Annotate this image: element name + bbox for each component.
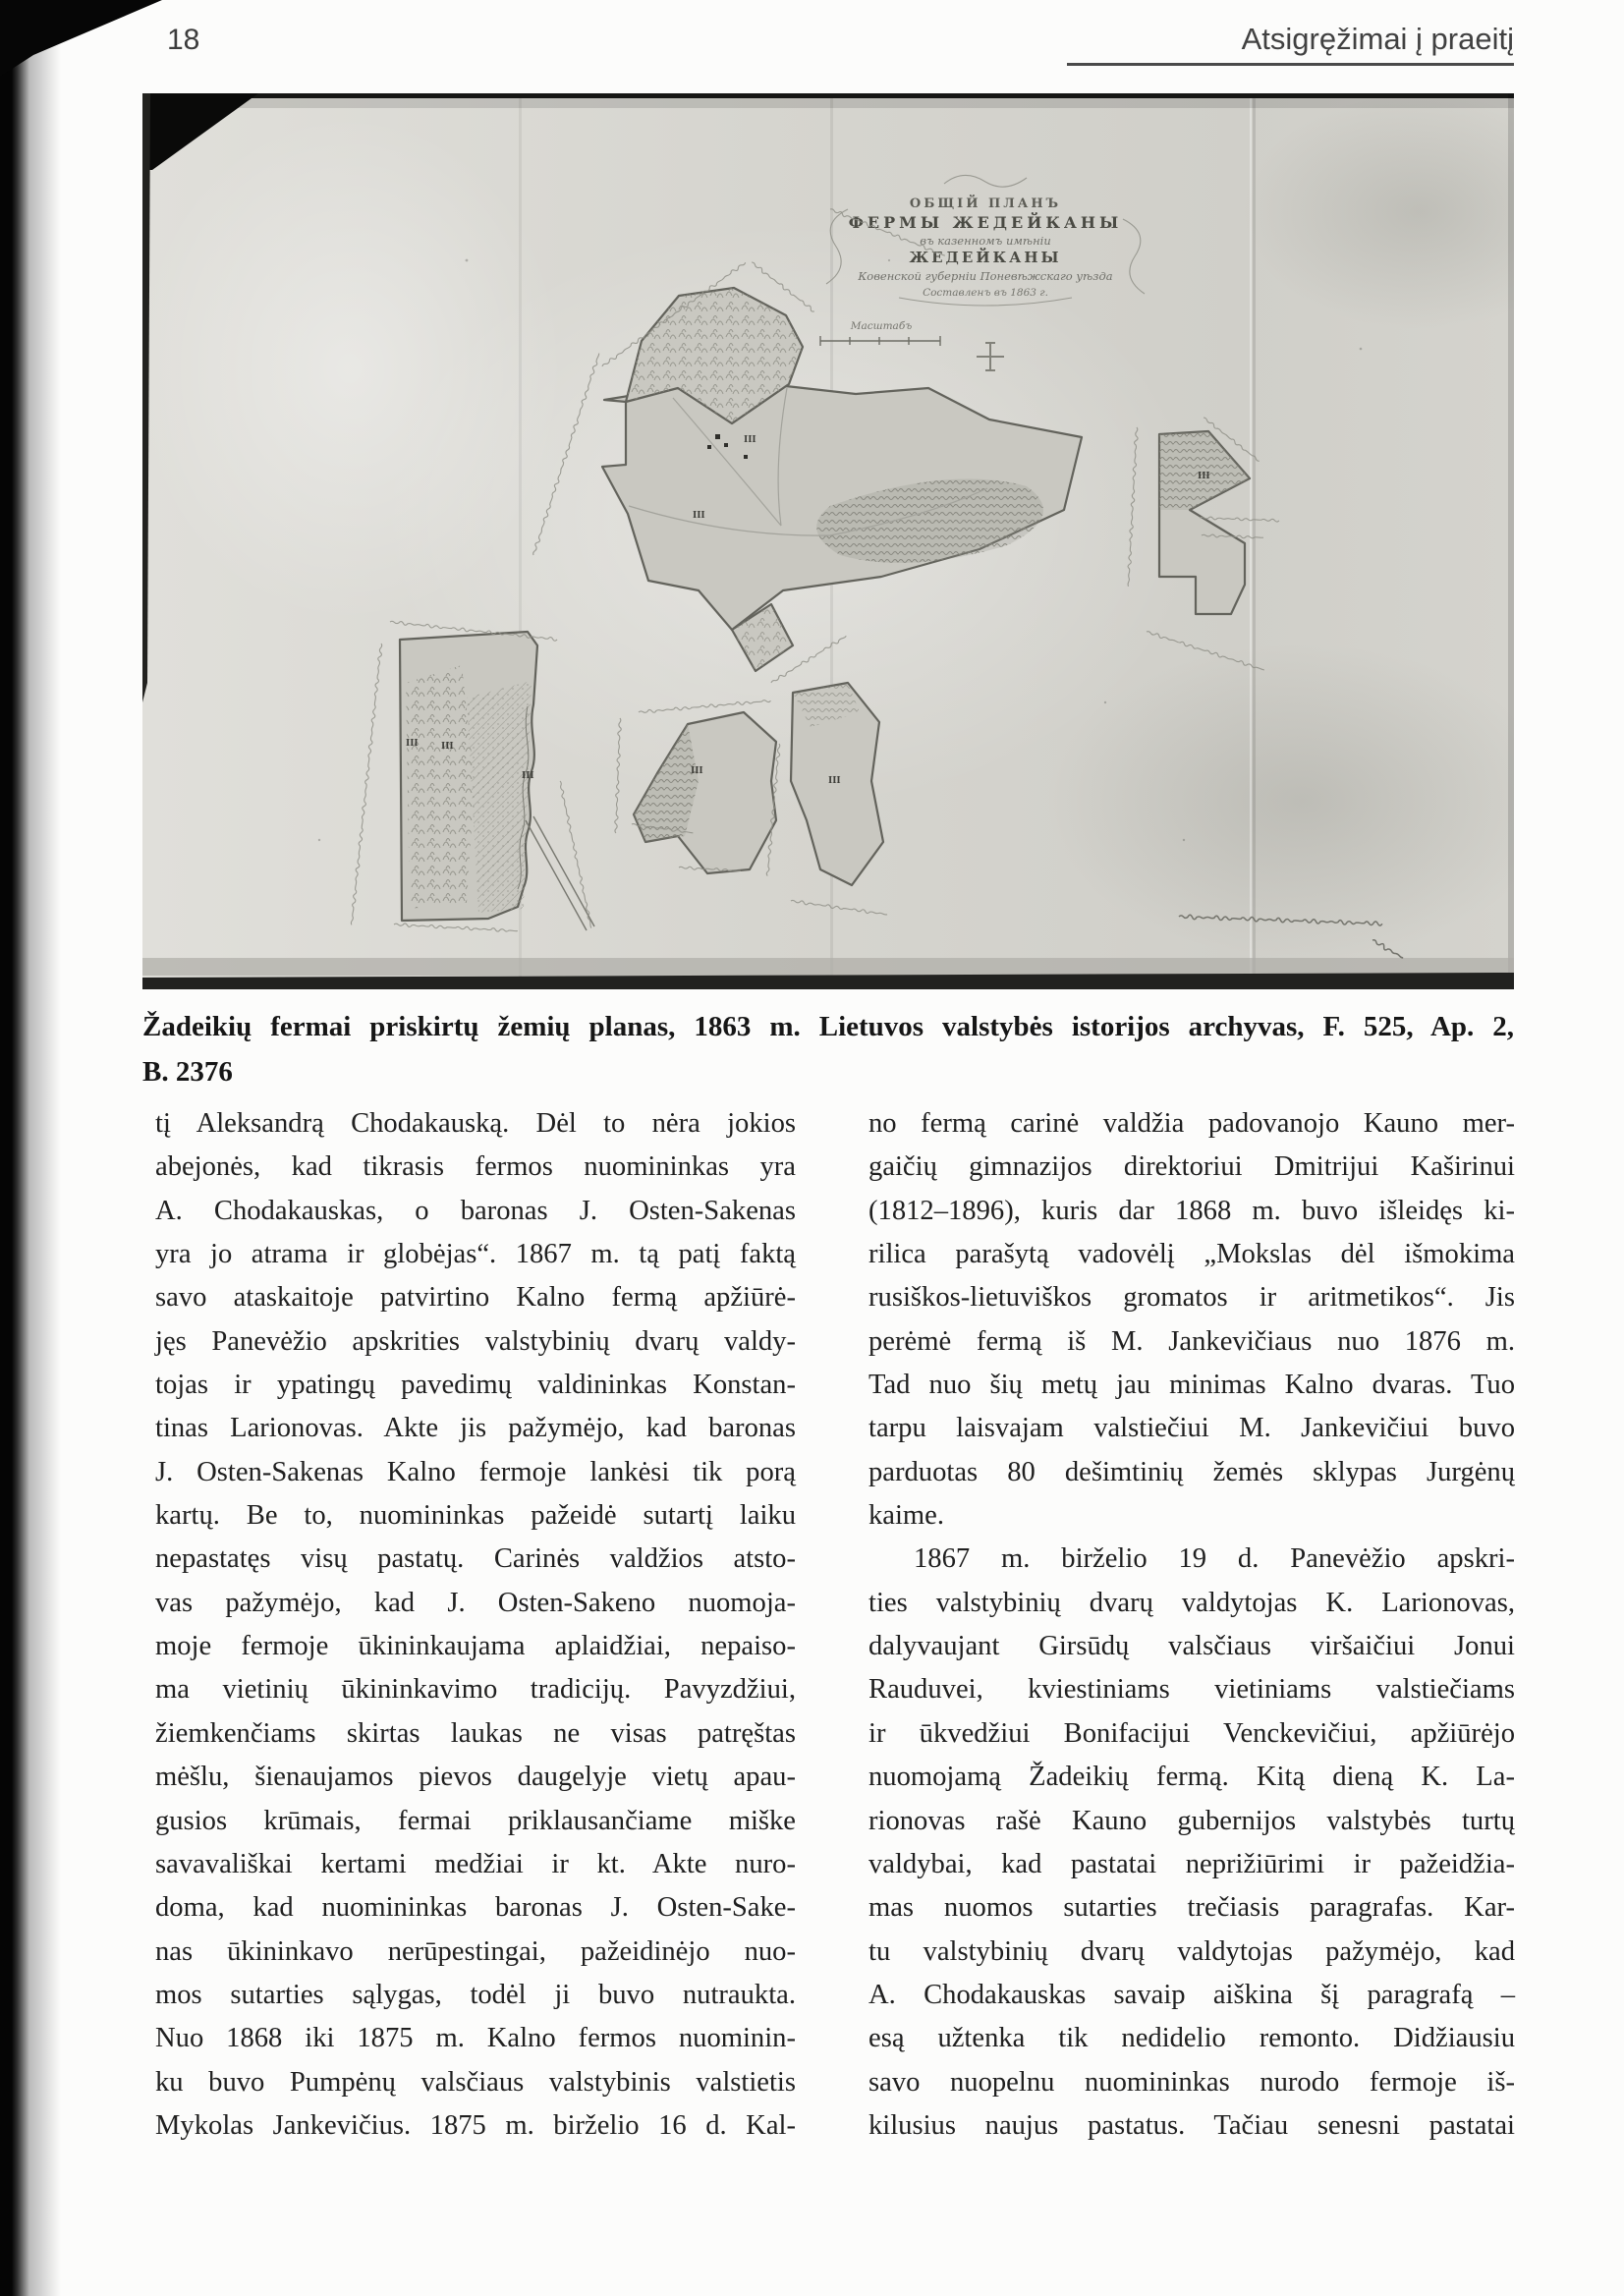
text-line: žiemkenčiams skirtas laukas ne visas patręštas (155, 1717, 796, 1749)
text-line: gusios krūmais, fermai priklausančiame miške (155, 1805, 796, 1836)
text-line: perėmė fermą iš M. Jankevičiaus nuo 1876 m. (868, 1325, 1515, 1357)
parcel-label: III (828, 776, 841, 786)
text-line: mėšlu, šienaujamos pievos daugelyje vietų apau- (155, 1762, 796, 1793)
caption-line-2: B. 2376 (142, 1056, 233, 1088)
parcel-label: III (1198, 472, 1210, 481)
parcel-label: III (522, 771, 534, 781)
text-line: tarpu laisvajam valstiečiui M. Jankevičiui buvo (868, 1413, 1515, 1444)
text-line: tojas ir ypatingų pavedimų valdininkas Konstan- (155, 1370, 796, 1401)
text-line: Mykolas Jankevičius. 1875 m. birželio 16 d. Kal- (155, 2109, 796, 2141)
text-line: yra jo atrama ir globėjas“. 1867 m. tą patį faktą (155, 1239, 796, 1270)
text-line: (1812–1896), kuris dar 1868 m. buvo išleidęs ki- (868, 1195, 1515, 1226)
text-line: gaičių gimnazijos direktoriui Dmitrijui Kaširinui (868, 1151, 1515, 1183)
text-line: rusiškos-lietuviškos gromatos ir aritmetikos“. Jis (868, 1282, 1515, 1314)
text-line: esą užtenka tik nedidelio remonto. Didžiausiu (868, 2023, 1515, 2054)
text-line: ma vietinių ūkininkavimo tradicijų. Pavyzdžiui, (155, 1674, 796, 1706)
text-line: ir ūkvedžiui Bonifacijui Venckevičiui, apžiūrėjo (868, 1717, 1515, 1749)
text-line: jęs Panevėžio apskrities valstybinių dvarų valdy- (155, 1325, 796, 1357)
scale-label: Масштабъ (850, 320, 913, 332)
text-line: rionovas rašė Kauno gubernijos valstybės turtų (868, 1805, 1515, 1836)
running-head: Atsigręžimai į praeitį (1241, 22, 1514, 56)
text-line: mos sutarties sąlygas, todėl ji buvo nutraukta. (155, 1979, 796, 2010)
text-line: no fermą carinė valdžia padovanojo Kauno mer- (868, 1108, 1515, 1139)
cartouche-line-5: Ковенской губерніи Поневѣжскаго уѣзда (858, 269, 1113, 283)
parcel-label: III (693, 511, 705, 521)
text-line: savavališkai kertami medžiai ir kt. Akte nuro- (155, 1848, 796, 1879)
text-line: tu valstybinių dvarų valdytojas pažymėjo, kad (868, 1935, 1515, 1967)
cartouche-line-1: ОБЩІЙ ПЛАНЪ (909, 196, 1062, 211)
text-line: vas pažymėjo, kad J. Osten-Sakeno nuomoja- (155, 1587, 796, 1618)
text-line: rilica parašytą vadovėlį „Mokslas dėl išmokima (868, 1239, 1515, 1270)
text-line: A. Chodakauskas, o baronas J. Osten-Sakenas (155, 1195, 796, 1226)
text-line: kilusius naujus pastatus. Tačiau senesni pastatai (868, 2109, 1515, 2141)
text-line: savo nuopelnu nuomininkas nurodo fermoje iš- (868, 2066, 1515, 2098)
text-line: Tad nuo šių metų jau minimas Kalno dvaras. Tuo (868, 1370, 1515, 1401)
running-head-rule (1067, 63, 1514, 66)
parcel-label: III (744, 435, 756, 445)
text-line: abejonės, kad tikrasis fermos nuomininkas yra (155, 1151, 796, 1183)
figure-caption (142, 1004, 1514, 1094)
text-line: dalyvaujant Girsūdų valsčiaus viršaičiui Jonui (868, 1631, 1515, 1662)
book-gutter-shadow (0, 0, 63, 2296)
cartouche-line-2: ФЕРМЫ ЖЕДЕЙКАНЫ (848, 213, 1123, 232)
parcel-label: III (691, 766, 703, 776)
text-line: parduotas 80 dešimtinių žemės sklypas Jurgėnų (868, 1456, 1515, 1487)
text-line: nas ūkininkavo nerūpestingai, pažeidinėjo nuo- (155, 1935, 796, 1967)
text-line: nepastatęs visų pastatų. Carinės valdžios atsto- (155, 1543, 796, 1575)
text-line: tį Aleksandrą Chodakauską. Dėl to nėra jokios (155, 1108, 796, 1139)
parcel-label: III (441, 742, 454, 752)
cartouche-line-3: въ казенномъ имѣніи (920, 234, 1051, 248)
text-line: A. Chodakauskas savaip aiškina šį paragrafą – (868, 1979, 1515, 2010)
text-line: J. Osten-Sakenas Kalno fermoje lankėsi tik porą (155, 1456, 796, 1487)
cartouche-line-6: Составленъ въ 1863 г. (923, 287, 1048, 299)
right-column (868, 1102, 1515, 2148)
text-line: Nuo 1868 iki 1875 m. Kalno fermos nuominin- (155, 2023, 796, 2054)
text-line: savo ataskaitoje patvirtino Kalno fermą apžiūrė- (155, 1282, 796, 1314)
map-figure (142, 93, 1514, 989)
text-line: mas nuomos sutarties trečiasis paragrafas. Kar- (868, 1892, 1515, 1924)
text-line: moje fermoje ūkininkaujama aplaidžiai, nepaiso- (155, 1631, 796, 1662)
text-line: kartų. Be to, nuomininkas pažeidė sutartį laiku (155, 1500, 796, 1532)
text-line: doma, kad nuomininkas baronas J. Osten-Sake- (155, 1892, 796, 1924)
text-line: nuomojamą Žadeikių fermą. Kitą dieną K. La- (868, 1762, 1515, 1793)
map-plan-1863 (142, 93, 1514, 989)
cartouche-line-4: ЖЕДЕЙКАНЫ (909, 249, 1062, 266)
text-line: 1867 m. birželio 19 d. Panevėžio apskri- (914, 1543, 1515, 1575)
text-line: Rauduvei, kviestiniams vietiniams valstiečiams (868, 1674, 1515, 1706)
caption-line-1: Žadeikių fermai priskirtų žemių planas, 1863 m. Lietuvos valstybės istorijos archyvas, F. 525, Ap. 2, (142, 1011, 1514, 1042)
page-number: 18 (167, 24, 200, 56)
parcel-label: III (406, 739, 419, 749)
text-line: tinas Larionovas. Akte jis pažymėjo, kad baronas (155, 1413, 796, 1444)
text-line: kaime. (868, 1500, 945, 1532)
text-line: ties valstybinių dvarų valdytojas K. Larionovas, (868, 1587, 1515, 1618)
text-line: valdybai, kad pastatai neprižiūrimi ir pažeidžia- (868, 1848, 1515, 1879)
left-column (155, 1102, 796, 2148)
text-line: ku buvo Pumpėnų valsčiaus valstybinis valstietis (155, 2066, 796, 2098)
